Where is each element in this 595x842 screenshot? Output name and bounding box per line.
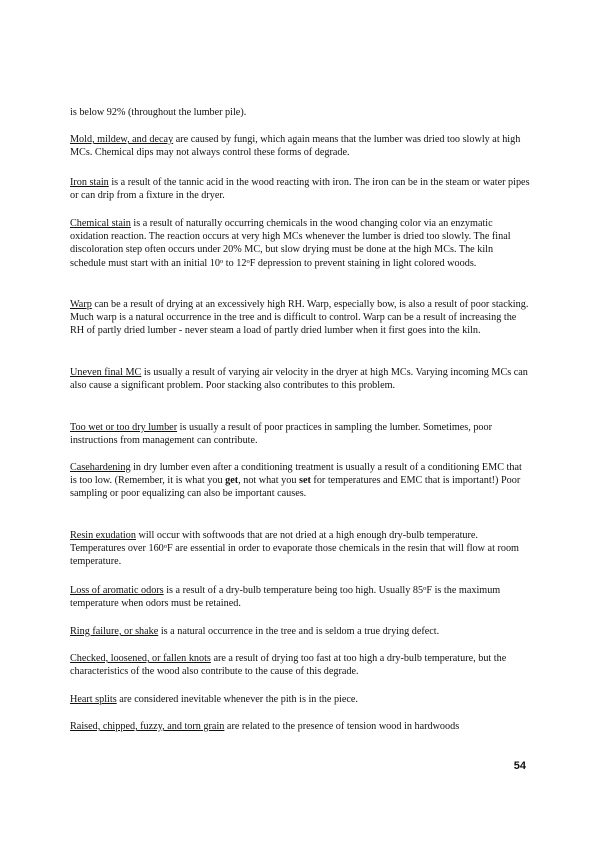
paragraph-text: is a result of the tannic acid in the wood reacting with iron. The iron can be in the steam or water pipes or can drip from a fixture in the dryer. xyxy=(70,177,530,202)
degree-symbol: o xyxy=(163,543,168,551)
paragraph-text: F depression to prevent staining in light colored woods. xyxy=(249,257,477,269)
emphasis-text: get xyxy=(225,475,239,487)
paragraph-text: F is the maximum temperature when odors must be retained. xyxy=(70,585,501,610)
defect-term: Iron stain xyxy=(70,177,109,188)
paragraph-chemical-stain xyxy=(70,217,530,270)
defect-term: Heart splits xyxy=(70,694,117,705)
paragraph-warp xyxy=(70,298,530,338)
defect-term: Uneven final MC xyxy=(70,367,142,378)
degree-symbol: o xyxy=(219,257,224,265)
paragraph-text: is usually a result of varying air velocity in the dryer at high MCs. Varying incoming MCs can also cause a significant problem. Poor stacking also contributes to this problem. xyxy=(70,367,528,392)
paragraph-heart-splits xyxy=(70,693,530,706)
paragraph-resin-exudation xyxy=(70,529,530,569)
paragraph-text: is a result of a dry-bulb temperature being too high. Usually 85 xyxy=(163,585,424,596)
defect-term: Resin exudation xyxy=(70,530,136,541)
paragraph-ring-failure xyxy=(70,625,530,638)
paragraph-uneven-final-mc xyxy=(70,366,530,392)
degree-symbol: o xyxy=(423,585,427,592)
paragraph-text: is below 92% (throughout the lumber pile). xyxy=(70,107,247,118)
defect-term: Mold, mildew, and decay xyxy=(70,134,174,145)
paragraph-text: to 12 xyxy=(223,257,247,269)
paragraph-text: are related to the presence of tension wood in hardwoods xyxy=(224,721,460,732)
defect-term: Warp xyxy=(70,299,92,310)
paragraph-text: can be a result of drying at an excessively high RH. Warp, especially bow, is also a result of poor stacking. Much warp is a natural occurrence in the tree and is difficult to control. Warp can be a result of increasing the RH of partly dried lumber - never steam a load of partly dried lumber when it first goes into the kiln. xyxy=(70,299,529,337)
paragraph-text: is a result of naturally occurring chemicals in the wood changing color via an enzymatic oxidation reaction. The reaction occurs at very high MCs whenever the lumber is dried too slowly. The final discoloration step often occurs under 20% MC, but slow drying must be done at the high MCs. The kiln schedule must start with an initial 10 xyxy=(70,218,511,269)
paragraph-text: in dry lumber even after a conditioning treatment is usually a result of a conditioning EMC that is too low. (Remember, it is what you xyxy=(70,462,522,487)
defect-term: Checked, loosened, or fallen knots xyxy=(70,653,211,664)
defect-term: Too wet or too dry lumber xyxy=(70,422,178,433)
degree-symbol: o xyxy=(246,257,250,265)
page-number: 54 xyxy=(513,760,526,772)
paragraph-text: F are essential in order to evaporate those chemicals in the resin that will flow at room temperature. xyxy=(70,543,519,568)
paragraph-loss-of-odors xyxy=(70,584,530,610)
paragraph-mold-mildew-decay xyxy=(70,133,530,159)
defect-term: Casehardening xyxy=(70,462,131,473)
defect-term: Raised, chipped, fuzzy, and torn grain xyxy=(70,721,225,732)
emphasis-text: set xyxy=(298,475,311,487)
defect-term: Ring failure, or shake xyxy=(70,626,159,637)
paragraph-text: are caused by fungi, which again means that the lumber was dried too slowly at high MCs. Chemical dips may not always control these forms of degrade. xyxy=(70,134,521,159)
paragraph-text: are a result of drying too fast at too high a dry-bulb temperature, but the characteristics of the wood also contribute to the cause of this degrade. xyxy=(70,653,507,678)
paragraph-casehardening xyxy=(70,461,530,501)
paragraph-text: is a natural occurrence in the tree and is seldom a true drying defect. xyxy=(158,626,440,637)
paragraph-raised-grain xyxy=(70,720,530,733)
paragraph-text: will occur with softwoods that are not dried at a high enough dry-bulb temperature. Temperatures over 160 xyxy=(70,530,478,555)
paragraph-text: are considered inevitable whenever the pith is in the piece. xyxy=(116,694,358,705)
paragraph-iron-stain xyxy=(70,176,530,202)
paragraph-text: , not what you xyxy=(238,475,299,487)
paragraph-too-wet-too-dry xyxy=(70,421,530,447)
paragraph-continuation xyxy=(70,106,530,119)
paragraph-text: is usually a result of poor practices in sampling the lumber. Sometimes, poor instructions from management can contribute. xyxy=(70,422,493,447)
paragraph-knots xyxy=(70,652,530,678)
defect-term: Loss of aromatic odors xyxy=(70,585,164,596)
paragraph-text: for temperatures and EMC that is important!) Poor sampling or poor equalizing can also be important causes. xyxy=(70,475,521,500)
defect-term: Chemical stain xyxy=(70,218,131,229)
